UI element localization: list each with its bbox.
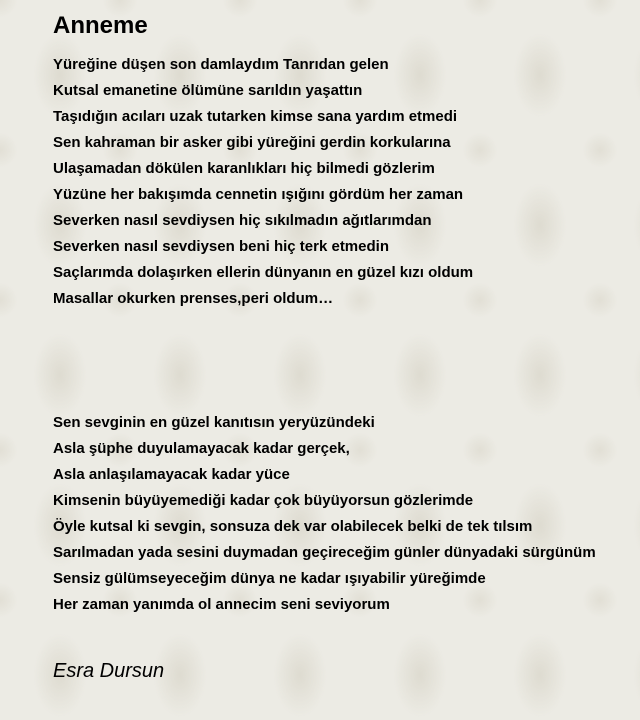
poem-line: Sensiz gülümseyeceğim dünya ne kadar ışıyabilir yüreğimde	[53, 570, 486, 587]
poem-container	[53, 10, 638, 684]
poem-author: Esra Dursun	[53, 660, 165, 682]
poem-line: Ulaşamadan dökülen karanlıkları hiç bilmedi gözlerim	[53, 160, 435, 177]
poem-line: Sen sevginin en güzel kanıtısın yeryüzündeki	[53, 414, 375, 431]
poem-line: Kutsal emanetine ölümüne sarıldın yaşattın	[53, 82, 363, 99]
poem-line: Her zaman yanımda ol annecim seni seviyorum	[53, 596, 390, 613]
stanza-1	[53, 52, 638, 312]
stanza-spacer	[53, 312, 638, 410]
poem-line: Sen kahraman bir asker gibi yüreğini gerdin korkularına	[53, 134, 451, 151]
poem-line: Severken nasıl sevdiysen hiç sıkılmadın ağıtlarımdan	[53, 212, 432, 229]
poem-line: Yüzüne her bakışımda cennetin ışığını gördüm her zaman	[53, 186, 464, 203]
poem-line: Yüreğine düşen son damlaydım Tanrıdan gelen	[53, 56, 389, 73]
poem-line: Kimsenin büyüyemediği kadar çok büyüyorsun gözlerimde	[53, 492, 474, 509]
poem-line: Öyle kutsal ki sevgin, sonsuza dek var olabilecek belki de tek tılsım	[53, 518, 533, 535]
poem-line: Saçlarımda dolaşırken ellerin dünyanın en güzel kızı oldum	[53, 264, 474, 281]
poem-line: Asla şüphe duyulamayacak kadar gerçek,	[53, 440, 350, 457]
poem-line: Asla anlaşılamayacak kadar yüce	[53, 466, 290, 483]
poem-title: Anneme	[53, 12, 148, 39]
poem-line: Taşıdığın acıları uzak tutarken kimse sana yardım etmedi	[53, 108, 458, 125]
poem-line: Sarılmadan yada sesini duymadan geçireceğim günler dünyadaki sürgünüm	[53, 544, 596, 561]
poem-line: Masallar okurken prenses,peri oldum…	[53, 290, 334, 307]
stanza-2	[53, 410, 638, 618]
poem-line: Severken nasıl sevdiysen beni hiç terk etmedin	[53, 238, 389, 255]
